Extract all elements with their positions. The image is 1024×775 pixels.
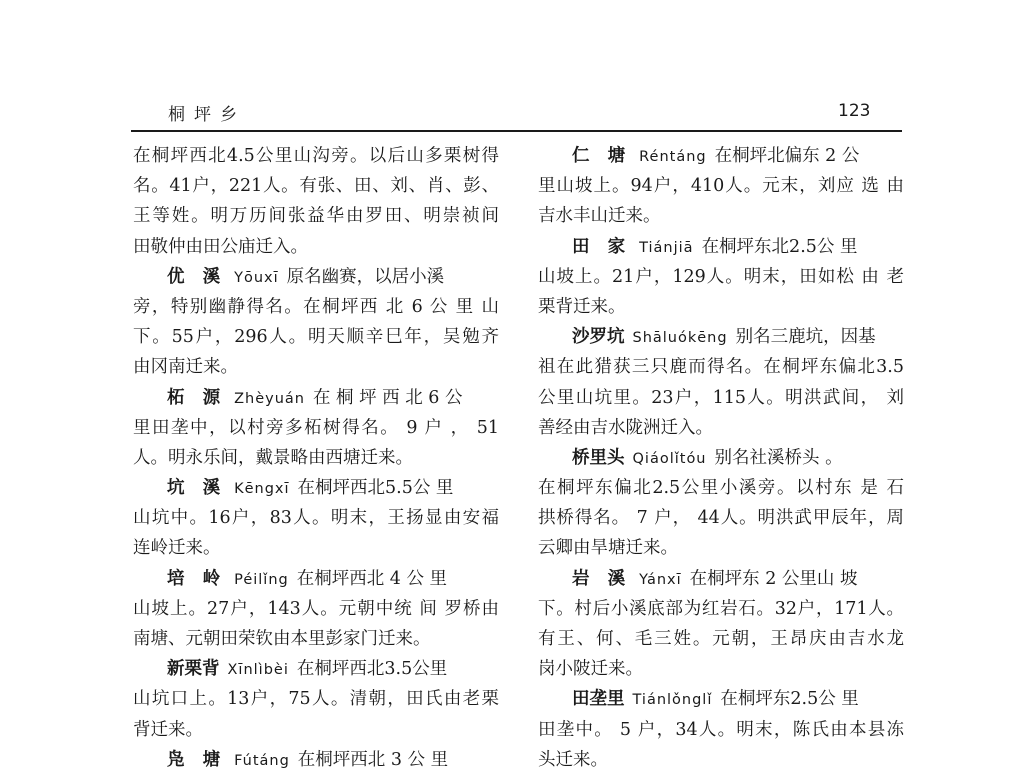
line-text: 在桐坪西北4.5公里山沟旁。以后山多栗树得 [133,146,499,166]
entry-name: 桥里头 [572,447,625,468]
text-line [133,503,499,533]
entry-pinyin: Tiánjiā [639,239,694,256]
line-text: 山坡上。27户，143人。元朝中统 间 罗桥由 [133,598,499,619]
text-line [538,322,904,352]
text-line [133,624,499,654]
text-line [133,322,499,352]
line-text: 在桐坪东2.5公 里 [720,689,859,710]
text-line [538,473,904,503]
entry-name: 新栗背 [167,659,220,680]
text-line [133,292,499,322]
entry-name: 岩 溪 [572,568,632,589]
line-text: 在桐坪西北5.5公 里 [297,478,454,499]
text-line [538,171,904,201]
text-line [538,564,904,594]
line-text: 公里山坑里。23户，115人。明洪武间， 刘 [538,387,904,408]
text-line [133,262,499,292]
line-text: 别名三鹿坑，因基 [735,327,876,348]
line-text: 头迁来。 [538,749,608,770]
entry-pinyin: Shāluókēng [632,330,728,347]
entry-pinyin: Kēngxī [234,481,290,498]
entry-pinyin: Yōuxī [234,269,279,286]
line-text: 栗背迁来。 [538,296,626,317]
line-text: 善经由吉水陇洲迁入。 [538,417,713,438]
line-text: 吉水丰山迁来。 [538,206,661,227]
text-line [133,383,499,413]
text-line [538,684,904,714]
text-line [538,745,904,775]
text-line [133,352,499,382]
line-text: 在 桐 坪 西 北 6 公 [312,387,463,408]
entry-name: 柘 源 [167,387,227,408]
line-text: 名。41户，221人。有张、田、刘、肖、彭、 [133,176,499,197]
entry-pinyin: Xīnlìbèi [227,662,289,679]
line-text: 原名幽赛，以居小溪 [286,266,445,287]
text-line [133,715,499,745]
line-text: 下。村后小溪底部为红岩石。32户，171人。 [538,598,904,619]
line-text: 由冈南迁来。 [133,357,238,378]
line-text: 云卿由旱塘迁来。 [538,538,678,559]
header-rule [131,130,902,132]
entry-pinyin: Zhèyuán [234,390,305,407]
text-line [133,533,499,563]
text-line [538,262,904,292]
line-text: 山坑中。16户，83人。明末，王扬显由安福 [133,508,499,529]
line-text: 背迁来。 [133,719,203,740]
line-text: 在桐坪北偏东 2 公 [714,146,860,166]
text-line [538,594,904,624]
text-line [133,232,499,262]
line-text: 旁，特别幽静得名。在桐坪西 北 6 公 里 山 [133,296,499,317]
text-line [538,715,904,745]
entry-name: 田 家 [572,236,632,257]
line-text: 南塘、元朝田荣钦由本里彭家门迁来。 [133,629,431,649]
line-text: 山坑口上。13户，75人。清朝，田氏由老栗 [133,689,499,710]
entry-pinyin: Qiáolǐtóu [632,450,707,467]
line-text: 别名社溪桥头 。 [714,447,843,468]
line-text: 田敬仲由田公庙迁入。 [133,236,308,257]
text-line [538,141,904,171]
text-line [133,141,499,171]
entry-name: 凫 塘 [167,749,227,770]
right-column [538,141,904,775]
line-text: 山坡上。21户，129人。明末，田如松 由 老 [538,266,904,287]
text-line [133,201,499,231]
line-text: 在桐坪东 2 公里山 坡 [689,568,858,589]
text-line [538,352,904,382]
line-text: 下。55户，296人。明天顺辛巳年，吴勉齐 [133,327,499,348]
line-text: 在桐坪东偏北2.5公里小溪旁。以村东 是 石 [538,478,904,499]
entry-pinyin: Tiánlǒnglǐ [632,692,713,709]
entry-pinyin: Fútáng [234,752,290,769]
line-text: 在桐坪西北 3 公 里 [297,749,449,770]
text-line [538,201,904,231]
line-text: 人。明永乐间，戴景略由西塘迁来。 [133,447,413,468]
line-text: 在桐坪西北 4 公 里 [296,568,448,589]
page-number: 123 [838,101,871,121]
line-text: 有王、何、毛三姓。元朝，王昂庆由吉水龙 [538,629,904,649]
text-line [133,473,499,503]
text-line [133,171,499,201]
entry-name: 优 溪 [167,266,227,287]
line-text: 连岭迁来。 [133,538,221,559]
text-line [538,624,904,654]
line-text: 田垄中。 5 户，34人。明末，陈氏由本县冻 [538,719,904,740]
text-line [538,533,904,563]
text-line [538,654,904,684]
text-line [538,503,904,533]
line-text: 里田垄中，以村旁多柘树得名。 9 户 ， 51 [133,417,499,438]
text-line [133,745,499,775]
line-text: 王等姓。明万历间张益华由罗田、明崇祯间 [133,206,499,227]
left-column [133,141,499,775]
text-line [538,383,904,413]
text-line [538,443,904,473]
line-text: 拱桥得名。 7 户， 44人。明洪武甲辰年，周 [538,508,904,529]
line-text: 岗小陂迁来。 [538,659,643,680]
entry-name: 培 岭 [167,568,227,589]
text-line [133,413,499,443]
text-line [133,594,499,624]
entry-name: 仁 塘 [572,146,632,166]
text-line [133,564,499,594]
text-line [133,684,499,714]
running-title: 桐坪乡 [168,105,246,125]
line-text: 里山坡上。94户，410人。元末，刘应 选 由 [538,176,904,197]
entry-name: 田垄里 [572,689,625,710]
entry-pinyin: Péilǐng [234,571,289,588]
entry-pinyin: Réntáng [639,149,707,165]
text-line [538,232,904,262]
text-line [133,443,499,473]
line-text: 在桐坪东北2.5公 里 [701,236,858,257]
text-line [133,654,499,684]
line-text: 在桐坪西北3.5公里 [296,659,448,680]
entry-name: 坑 溪 [167,478,227,499]
entry-pinyin: Yánxī [639,571,682,588]
line-text: 祖在此猎获三只鹿而得名。在桐坪东偏北3.5 [538,357,904,378]
text-line [538,413,904,443]
text-line [538,292,904,322]
entry-name: 沙罗坑 [572,327,625,348]
